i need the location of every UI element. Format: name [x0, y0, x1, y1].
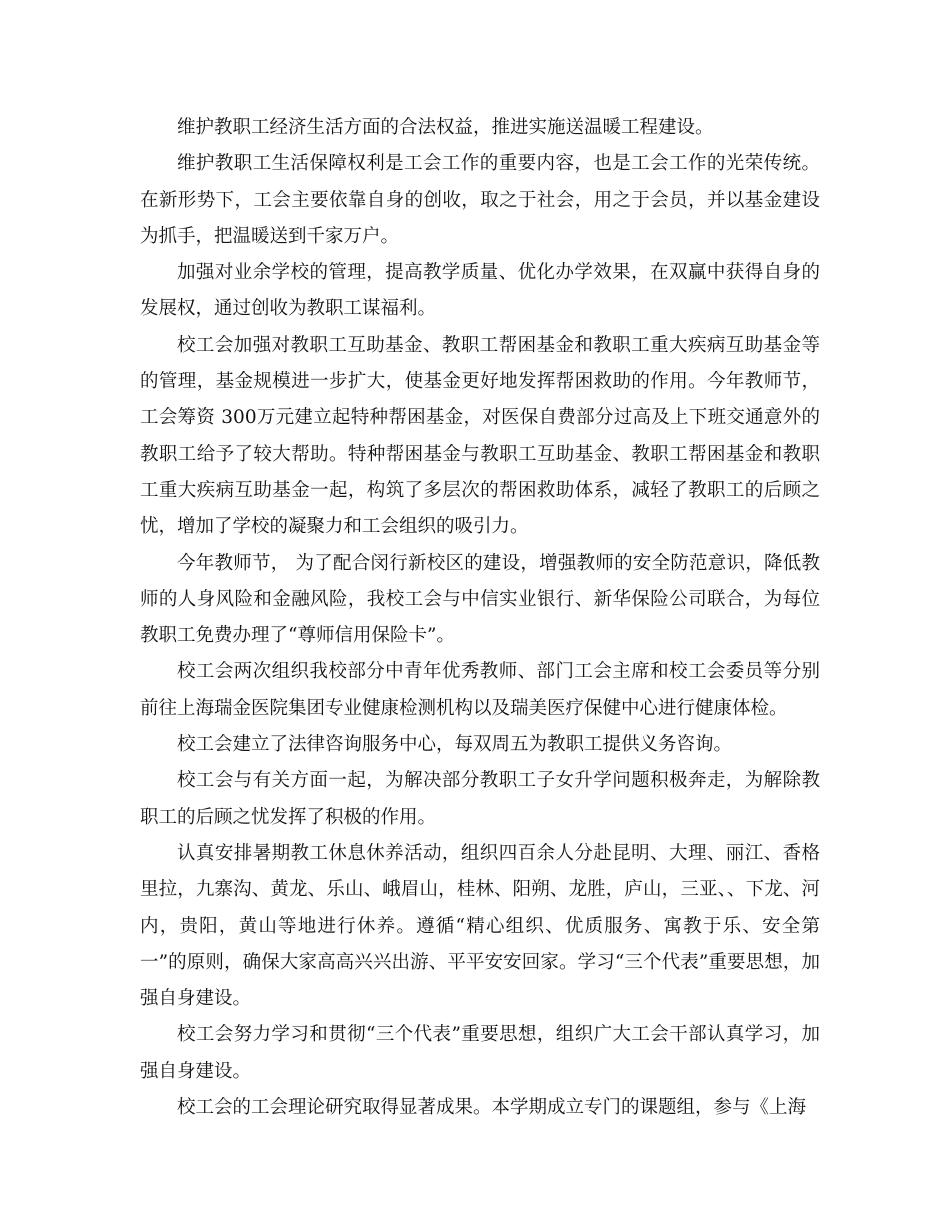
paragraph-welfare-rights: 维护教职工经济生活方面的合法权益，推进实施送温暖工程建设。: [177, 117, 714, 138]
paragraph-mutual-aid-funds: 校工会加强对教职工互助基金、教职工帮困基金和教职工重大疾病互助基金等的管理，基金规模进一步扩大，使基金更好地发挥帮困救助的作用。今年教师节，工会筹资 300万元建立起特种帮困基金，对医保自费部分过高及上下班交通意外的教职工给予了较大帮助。特种帮困基金与教职工互助基金、教职工帮困基金和教职工重大疾病互助基金一起，构筑了多层次的帮困救助体系，减轻了教职工的后顾之忧，增加了学校的凝聚力和工会组织的吸引力。: [140, 334, 820, 538]
paragraph-legal-consulting: 校工会建立了法律咨询服务中心，每双周五为教职工提供义务咨询。: [177, 734, 733, 756]
document-page: [140, 110, 820, 1126]
paragraph-self-building: 校工会努力学习和贯彻“三个代表”重要思想，组织广大工会干部认真学习，加强自身建设。: [140, 1024, 820, 1082]
paragraph-health-checkup: 校工会两次组织我校部分中青年优秀教师、部门工会主席和校工会委员等分别前往上海瑞金医院集团专业健康检测机构以及瑞美医疗保健中心进行健康体检。: [140, 661, 820, 719]
paragraph-theory-research: 校工会的工会理论研究取得显著成果。本学期成立专门的课题组，参与《上海: [177, 1097, 807, 1119]
paragraph-livelihood-protection: 维护教职工生活保障权利是工会工作的重要内容，也是工会工作的光荣传统。在新形势下，工会主要依靠自身的创收，取之于社会，用之于会员，并以基金建设为抓手，把温暖送到千家万户。: [140, 153, 820, 247]
paragraph-children-education: 校工会与有关方面一起，为解决部分教职工子女升学问题积极奔走，为解除教职工的后顾之忧发挥了积极的作用。: [140, 770, 820, 828]
paragraph-insurance-card: 今年教师节， 为了配合闵行新校区的建设，增强教师的安全防范意识，降低教师的人身风险和金融风险，我校工会与中信实业银行、新华保险公司联合，为每位教职工免费办理了“尊师信用保险卡”。: [140, 552, 820, 647]
paragraph-summer-vacation: 认真安排暑期教工休息休养活动，组织四百余人分赴昆明、大理、丽江、香格里拉，九寨沟、黄龙、乐山、峨眉山，桂林、阳朔、龙胜，庐山，三亚、、下龙、河内，贵阳，黄山等地进行休养。遵循“精心组织、优质服务、寓教于乐、安全第一”的原则，确保大家高高兴兴出游、平平安安回家。学习“三个代表”重要思想，加强自身建设。: [140, 842, 820, 1010]
paragraph-spare-time-school: 加强对业余学校的管理，提高教学质量、优化办学效果，在双赢中获得自身的发展权，通过创收为教职工谋福利。: [140, 262, 820, 320]
